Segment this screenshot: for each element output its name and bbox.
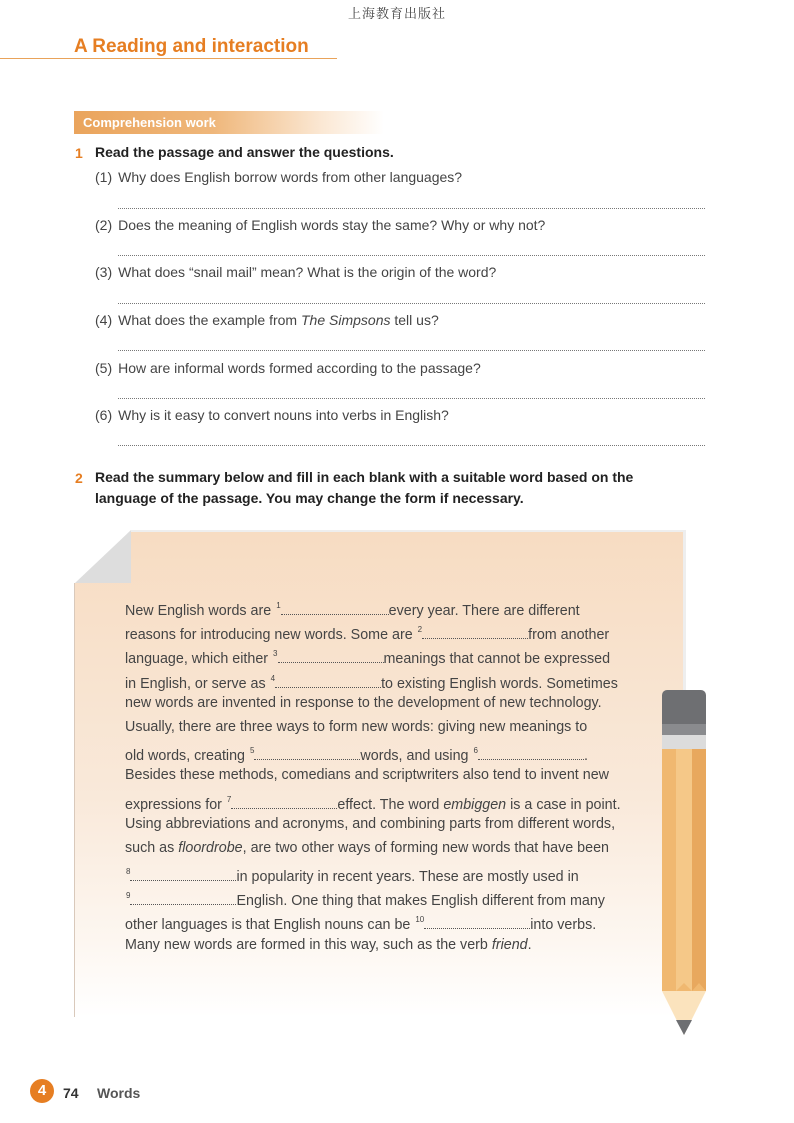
blank-8[interactable]	[130, 868, 236, 881]
summary-italic: floordrobe	[178, 839, 243, 856]
item-text: How are informal words formed according to the passage?	[118, 360, 481, 376]
summary-text: new words are invented in response to the development of new technology.	[125, 694, 602, 711]
question-2-number: 2	[75, 470, 83, 486]
answer-line[interactable]	[118, 398, 705, 399]
blank-number: 6	[473, 746, 478, 756]
summary-text: into verbs.	[530, 917, 597, 934]
card-edge	[131, 530, 685, 532]
blank-number: 1	[276, 601, 281, 610]
item-text: Why is it easy to convert nouns into verbs in English?	[118, 407, 449, 423]
summary-text: from another	[528, 627, 610, 644]
summary-text: effect. The word	[337, 796, 444, 813]
section-title-rule	[0, 58, 337, 59]
question-1-item	[95, 312, 439, 328]
section-title: A Reading and interaction	[74, 36, 309, 57]
blank-4[interactable]	[275, 675, 381, 688]
item-number: (3)	[95, 264, 113, 280]
summary-text: such as	[125, 839, 179, 856]
summary-text: every year. There are different	[388, 603, 580, 619]
summary-text: Using abbreviations and acronyms, and combining parts from different words,	[125, 815, 616, 832]
blank-10[interactable]	[424, 916, 530, 929]
summary-text: Usually, there are three ways to form new words: giving new meanings to	[125, 718, 588, 735]
instruction-line: Read the summary below and fill in each blank with a suitable word based on the	[95, 469, 634, 485]
summary-text: New English words are	[125, 603, 276, 619]
summary-text: Many new words are formed in this way, such as the verb	[125, 936, 492, 953]
blank-2[interactable]	[422, 626, 528, 639]
item-text: Why does English borrow words from other languages?	[118, 169, 463, 185]
question-1-item	[95, 169, 462, 185]
summary-text: language, which either	[125, 651, 273, 668]
item-text: Does the meaning of English words stay the same? Why or why not?	[118, 217, 546, 233]
comprehension-banner	[74, 111, 384, 134]
summary-text: other languages is that English nouns can be	[125, 917, 415, 934]
summary-passage	[125, 594, 625, 957]
card-fold-shadow	[75, 530, 131, 583]
item-number: (5)	[95, 360, 113, 376]
blank-number: 9	[126, 891, 131, 901]
answer-line[interactable]	[118, 350, 705, 351]
summary-italic: embiggen	[443, 796, 507, 813]
blank-1[interactable]	[281, 602, 389, 615]
instruction-line: language of the passage. You may change the form if necessary.	[95, 490, 524, 506]
page-number: 74	[63, 1085, 79, 1101]
publisher-header: 上海教育出版社	[347, 7, 446, 22]
unit-title: Words	[97, 1085, 141, 1101]
question-1-item	[95, 217, 545, 233]
item-text: What does “snail mail” mean? What is the origin of the word?	[118, 264, 497, 280]
summary-text: meanings that cannot be expressed	[383, 651, 611, 668]
question-1-item	[95, 360, 481, 376]
item-italic: The Simpsons	[301, 312, 391, 328]
summary-text: .	[583, 748, 588, 765]
summary-text: in popularity in recent years. These are mostly used in	[236, 869, 579, 886]
question-2-instruction	[95, 467, 695, 509]
question-1-number: 1	[75, 145, 83, 161]
summary-text: expressions for	[125, 796, 226, 813]
blank-3[interactable]	[278, 650, 384, 663]
summary-text: reasons for introducing new words. Some are	[125, 627, 417, 644]
blank-9[interactable]	[130, 892, 236, 905]
summary-text: English. One thing that makes English different from many	[236, 893, 605, 910]
question-1-item	[95, 264, 496, 280]
unit-badge: 4	[30, 1079, 54, 1103]
summary-text: in English, or serve as	[125, 675, 270, 692]
blank-5[interactable]	[254, 747, 360, 760]
answer-line[interactable]	[118, 445, 705, 446]
answer-line[interactable]	[118, 255, 705, 256]
blank-number: 7	[226, 794, 232, 804]
item-number: (1)	[95, 169, 113, 185]
item-number: (6)	[95, 407, 113, 423]
blank-6[interactable]	[478, 747, 584, 760]
blank-number: 2	[417, 625, 423, 635]
blank-number: 3	[273, 649, 278, 659]
item-text: What does the example from	[118, 312, 301, 328]
card-edge	[74, 583, 75, 1017]
summary-text: .	[527, 936, 532, 953]
blank-number: 10	[415, 915, 425, 925]
question-1-item	[95, 407, 449, 423]
blank-number: 5	[249, 746, 255, 756]
summary-text: to existing English words. Sometimes	[381, 675, 618, 692]
blank-7[interactable]	[231, 796, 337, 809]
summary-text: is a case in point.	[506, 796, 621, 813]
blank-number: 4	[270, 673, 276, 683]
pencil-icon	[661, 690, 707, 1036]
question-1-instruction: Read the passage and answer the questions.	[95, 144, 394, 160]
answer-line[interactable]	[118, 303, 705, 304]
summary-text: words, and using	[360, 748, 473, 765]
item-number: (2)	[95, 217, 113, 233]
blank-number: 8	[126, 867, 131, 877]
summary-italic: friend	[491, 936, 528, 953]
item-number: (4)	[95, 312, 113, 328]
item-text: tell us?	[390, 312, 439, 328]
answer-line[interactable]	[118, 208, 705, 209]
summary-text: , are two other ways of forming new words that have been	[242, 839, 609, 856]
comprehension-label: Comprehension work	[83, 115, 216, 130]
summary-text: old words, creating	[125, 748, 249, 765]
summary-text: Besides these methods, comedians and scriptwriters also tend to invent new	[125, 767, 609, 784]
